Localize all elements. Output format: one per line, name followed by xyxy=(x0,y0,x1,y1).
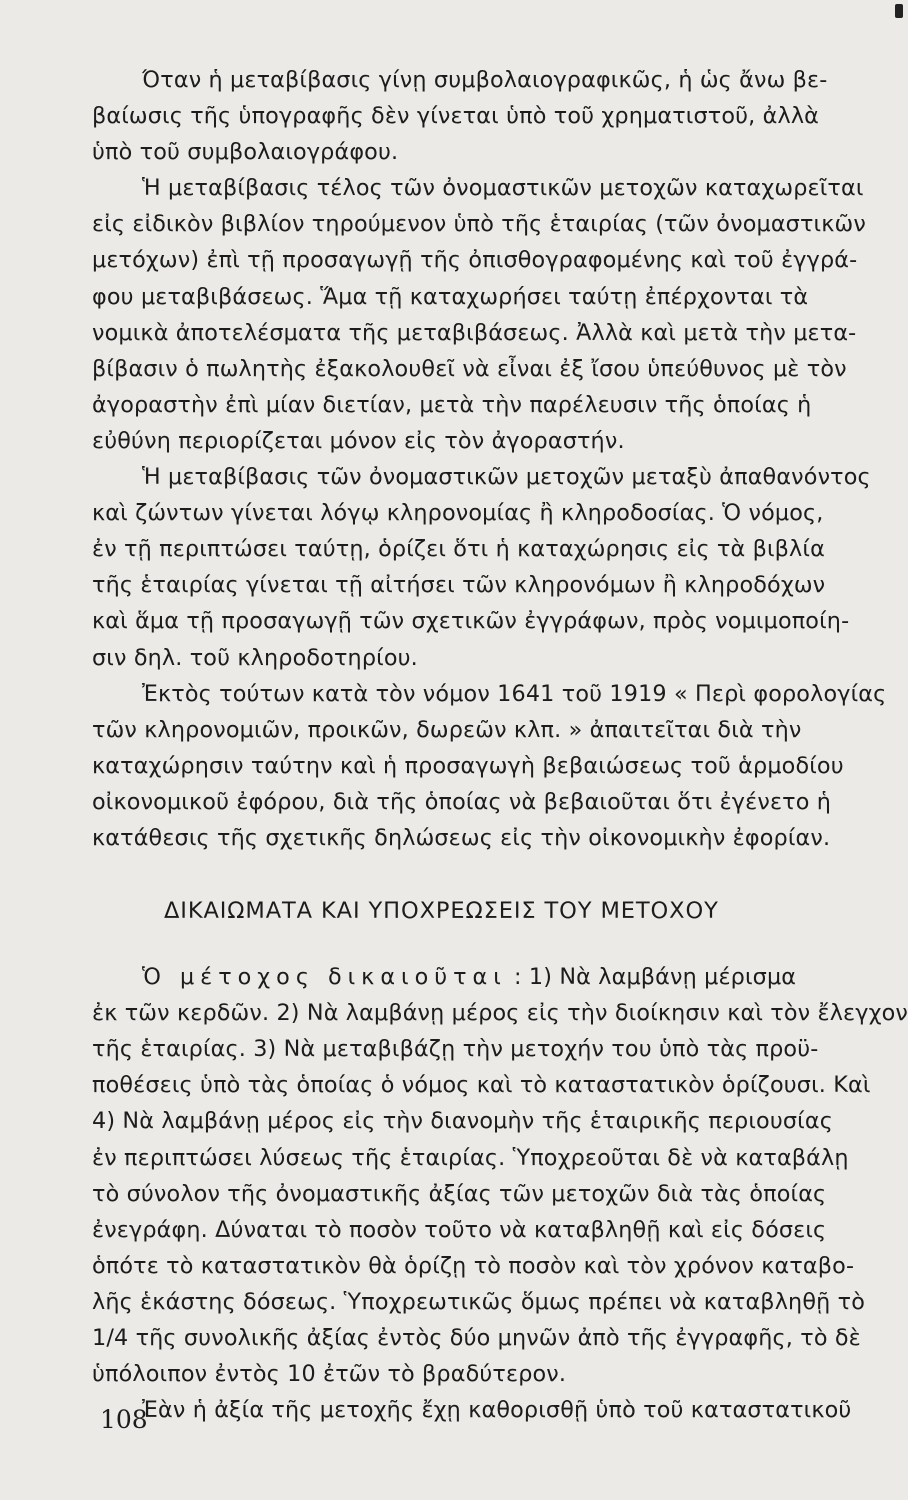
text-line: ὑπόλοιπον ἐντὸς 10 ἐτῶν τὸ βραδύτερον. xyxy=(92,1361,567,1388)
text-line: ἀγοραστὴν ἐπὶ μίαν διετίαν, μετὰ τὴν παρέλευσιν τῆς ὁποίας ἡ xyxy=(92,391,812,418)
text-line: εὐθύνη περιορίζεται μόνον εἰς τὸν ἀγοραστήν. xyxy=(92,427,625,454)
text-line: 4) Νὰ λαμβάνῃ μέρος εἰς τὴν διανομὴν τῆς ἑταιρικῆς περιουσίας xyxy=(92,1108,833,1135)
text-line: οἰκονομικοῦ ἐφόρου, διὰ τῆς ὁποίας νὰ βεβαιοῦται ὅτι ἐγένετο ἡ xyxy=(92,788,832,815)
text-line: βαίωσις τῆς ὑπογραφῆς δὲν γίνεται ὑπὸ τοῦ χρηματιστοῦ, ἀλλὰ xyxy=(92,103,820,130)
text-line: καὶ ἅμα τῇ προσαγωγῇ τῶν σχετικῶν ἐγγράφων, πρὸς νομιμοποίη- xyxy=(92,608,850,635)
text-line: τῆς ἑταιρίας γίνεται τῇ αἰτήσει τῶν κληρονόμων ἢ κληροδόχων xyxy=(92,572,826,599)
text-line: βίβασιν ὁ πωλητὴς ἐξακολουθεῖ νὰ εἶναι ἐξ ἴσου ὑπεύθυνος μὲ τὸν xyxy=(92,355,847,382)
text-line: ἐνεγράφη. Δύναται τὸ ποσὸν τοῦτο νὰ καταβληθῇ καὶ εἰς δόσεις xyxy=(92,1216,827,1243)
text-line: μετόχων) ἐπὶ τῇ προσαγωγῇ τῆς ὀπισθογραφομένης καὶ τοῦ ἐγγρά- xyxy=(92,247,858,274)
body-text xyxy=(92,62,908,1428)
section-heading: ΔΙΚΑΙΩΜΑΤΑ ΚΑΙ ΥΠΟΧΡΕΩΣΕΙΣ ΤΟΥ ΜΕΤΟΧΟΥ xyxy=(164,898,719,925)
book-page xyxy=(92,62,908,1492)
paragraph-2 xyxy=(92,170,908,459)
last-paragraph xyxy=(92,1392,908,1428)
spaced-lead-text: Ὁ μέτοχος δικαιοῦται xyxy=(142,964,507,991)
page-number: 108 xyxy=(100,1405,148,1434)
text-line: τῶν κληρονομιῶν, προικῶν, δωρεῶν κλπ. » ἀπαιτεῖται διὰ τὴν xyxy=(92,716,802,743)
text-line: 1/4 τῆς συνολικῆς ἀξίας ἐντὸς δύο μηνῶν ἀπὸ τῆς ἐγγραφῆς, τὸ δὲ xyxy=(92,1325,861,1351)
paragraph-3 xyxy=(92,459,908,676)
text-line: Ἐὰν ἡ ἀξία τῆς μετοχῆς ἔχῃ καθορισθῇ ὑπὸ τοῦ καταστατικοῦ xyxy=(142,1397,852,1424)
lead-text-rest: : 1) Νὰ λαμβάνῃ μέρισμα xyxy=(506,964,797,991)
rights-paragraph xyxy=(92,959,908,1392)
text-line: ποθέσεις ὑπὸ τὰς ὁποίας ὁ νόμος καὶ τὸ καταστατικὸν ὁρίζουσι. Καὶ xyxy=(92,1072,871,1099)
text-line: καταχώρησιν ταύτην καὶ ἡ προσαγωγὴ βεβαιώσεως τοῦ ἁρμοδίου xyxy=(92,752,844,779)
text-line: κατάθεσις τῆς σχετικῆς δηλώσεως εἰς τὴν οἰκονομικὴν ἐφορίαν. xyxy=(92,824,831,851)
text-line: ἐν περιπτώσει λύσεως τῆς ἑταιρίας. Ὑποχρεοῦται δὲ νὰ καταβάλῃ xyxy=(92,1144,849,1171)
text-line: Ἡ μεταβίβασις τέλος τῶν ὀνομαστικῶν μετοχῶν καταχωρεῖται xyxy=(142,175,864,202)
text-line: νομικὰ ἀποτελέσματα τῆς μεταβιβάσεως. Ἀλλὰ καὶ μετὰ τὴν μετα- xyxy=(92,319,857,346)
text-line: σιν δηλ. τοῦ κληροδοτηρίου. xyxy=(92,644,418,671)
text-line: φου μεταβιβάσεως. Ἅμα τῇ καταχωρήσει ταύτῃ ἐπέρχονται τὰ xyxy=(92,283,809,310)
text-line: ὁπότε τὸ καταστατικὸν θὰ ὁρίζῃ τὸ ποσὸν καὶ τὸν χρόνον καταβο- xyxy=(92,1252,855,1279)
text-line: Ἡ μεταβίβασις τῶν ὀνομαστικῶν μετοχῶν μεταξὺ ἀπαθανόντος xyxy=(142,464,871,491)
text-line: ἐκ τῶν κερδῶν. 2) Νὰ λαμβάνῃ μέρος εἰς τὴν διοίκησιν καὶ τὸν ἔλεγχον xyxy=(92,1000,908,1027)
text-line: εἰς εἰδικὸν βιβλίον τηρούμενον ὑπὸ τῆς ἑταιρίας (τῶν ὀνομαστικῶν xyxy=(92,211,866,238)
paragraph-1 xyxy=(92,62,908,170)
text-line: ἐν τῇ περιπτώσει ταύτῃ, ὁρίζει ὅτι ἡ καταχώρησις εἰς τὰ βιβλία xyxy=(92,536,825,563)
page-corner-mark xyxy=(895,4,903,18)
text-line xyxy=(92,959,908,995)
text-line: Όταν ἡ μεταβίβασις γίνῃ συμβολαιογραφικῶς, ἡ ὡς ἄνω βε- xyxy=(142,67,828,93)
text-line: τὸ σύνολον τῆς ὀνομαστικῆς ἀξίας τῶν μετοχῶν διὰ τὰς ὁποίας xyxy=(92,1180,827,1207)
text-line: Ἐκτὸς τούτων κατὰ τὸν νόμον 1641 τοῦ 1919 « Περὶ φορολογίας xyxy=(142,680,887,707)
text-line: καὶ ζώντων γίνεται λόγῳ κληρονομίας ἢ κληροδοσίας. Ὁ νόμος, xyxy=(92,500,824,527)
text-line: λῆς ἑκάστης δόσεως. Ὑποχρεωτικῶς ὅμως πρέπει νὰ καταβληθῇ τὸ xyxy=(92,1288,865,1315)
paragraph-4 xyxy=(92,676,908,856)
text-line: τῆς ἑταιρίας. 3) Νὰ μεταβιβάζῃ τὴν μετοχήν του ὑπὸ τὰς προϋ- xyxy=(92,1036,819,1063)
text-line: ὑπὸ τοῦ συμβολαιογράφου. xyxy=(92,139,399,166)
